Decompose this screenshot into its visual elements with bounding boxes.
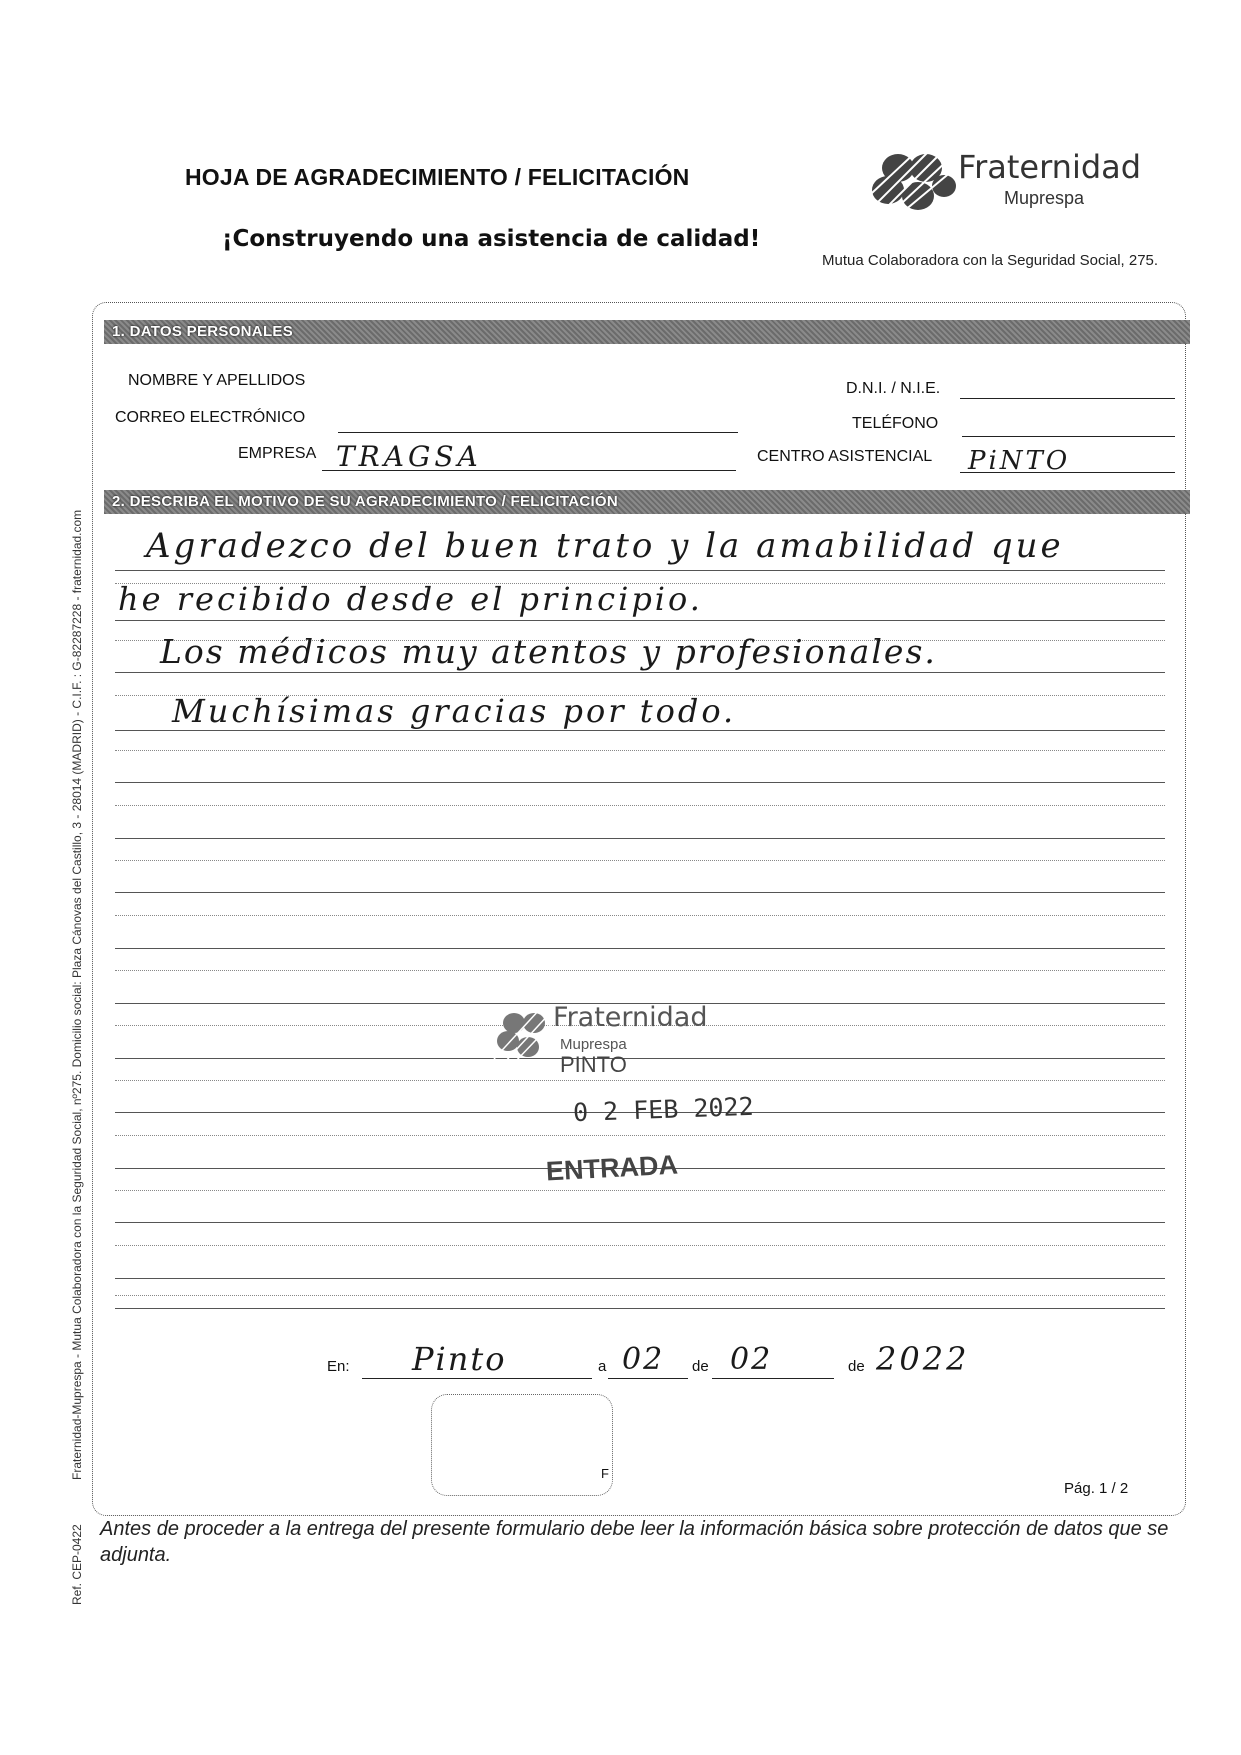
mutua-caption: Mutua Colaboradora con la Seguridad Social, 275.	[822, 252, 1159, 269]
privacy-note: Antes de proceder a la entrega del presente formulario debe leer la información básica sobre protección de datos que se adjunta.	[100, 1518, 1169, 1566]
writing-line	[115, 750, 1165, 751]
writing-line	[115, 782, 1165, 783]
writing-line	[115, 915, 1165, 916]
writing-line	[115, 860, 1165, 861]
a-label: a	[598, 1358, 607, 1375]
signature-box[interactable]	[431, 1394, 613, 1496]
message-line: Los médicos muy atentos y profesionales.	[160, 632, 937, 671]
message-line: Agradezco del buen trato y la amabilidad que	[146, 526, 1064, 566]
stamp-city: PINTO	[560, 1052, 627, 1077]
place-field[interactable]	[362, 1378, 592, 1379]
en-label: En:	[327, 1358, 350, 1375]
writing-line	[115, 620, 1165, 621]
stamp-date: 0 2 FEB 2022	[572, 1091, 755, 1128]
form-title: HOJA DE AGRADECIMIENTO / FELICITACIÓN	[185, 164, 690, 190]
brand-name: Fraternidad	[958, 148, 1142, 186]
year-value: 2022	[876, 1340, 970, 1378]
writing-line	[115, 1058, 1165, 1059]
brand-subname: Muprespa	[1004, 188, 1085, 208]
stamp-entrada: ENTRADA	[545, 1149, 679, 1187]
stamp-subbrand: Muprespa	[560, 1036, 627, 1053]
month-field[interactable]	[712, 1378, 834, 1379]
month-value: 02	[730, 1342, 773, 1377]
writing-line	[115, 1222, 1165, 1223]
writing-line	[115, 730, 1165, 731]
writing-line	[115, 970, 1165, 971]
form-frame	[92, 302, 1186, 1516]
section2-heading: 2. DESCRIBA EL MOTIVO DE SU AGRADECIMIENTO / FELICITACIÓN	[104, 490, 1190, 514]
stamp-logo-icon	[490, 1007, 560, 1063]
empresa-value: TRAGSA	[336, 440, 482, 473]
legal-sidebar: Fraternidad-Muprespa - Mutua Colaboradora con la Seguridad Social, nº275. Domicilio social: Plaza Cánovas del Castillo, 3 - 28014 (MADRID) - C.I.F. : G-82287228 - fraternidad.com	[70, 509, 84, 1480]
stamp-brand: Fraternidad	[553, 1002, 708, 1033]
writing-line	[115, 1190, 1165, 1191]
section1-heading: 1. DATOS PERSONALES	[104, 320, 1190, 344]
writing-line	[115, 1245, 1165, 1246]
writing-line	[115, 672, 1165, 673]
dni-field[interactable]	[960, 398, 1175, 399]
writing-line	[115, 805, 1165, 806]
empresa-label: EMPRESA	[238, 445, 317, 462]
writing-line	[115, 1295, 1165, 1296]
writing-line	[115, 892, 1165, 893]
page-number: Pág. 1 / 2	[1064, 1480, 1129, 1497]
centro-value: PiNTO	[968, 446, 1071, 476]
firma-label: F	[601, 1466, 609, 1481]
dni-label: D.N.I. / N.I.E.	[846, 380, 941, 397]
writing-line	[115, 1135, 1165, 1136]
writing-line	[115, 1278, 1165, 1279]
correo-label: CORREO ELECTRÓNICO	[115, 409, 306, 426]
nombre-label: NOMBRE Y APELLIDOS	[128, 372, 306, 389]
form-subtitle: ¡Construyendo una asistencia de calidad!	[222, 226, 761, 252]
correo-field[interactable]	[338, 432, 738, 433]
place-value: Pinto	[412, 1340, 507, 1378]
telefono-label: TELÉFONO	[852, 415, 939, 432]
de-label: de	[848, 1358, 865, 1375]
writing-line	[115, 1080, 1165, 1081]
writing-line	[115, 838, 1165, 839]
centro-label: CENTRO ASISTENCIAL	[757, 448, 933, 465]
writing-line	[115, 570, 1165, 571]
telefono-field[interactable]	[962, 436, 1175, 437]
writing-line	[115, 948, 1165, 949]
de-label: de	[692, 1358, 709, 1375]
message-line: Muchísimas gracias por todo.	[172, 692, 737, 730]
day-value: 02	[622, 1342, 665, 1377]
reference-code: Ref. CEP-0422	[70, 1524, 84, 1605]
day-field[interactable]	[608, 1378, 688, 1379]
message-line: he recibido desde el principio.	[118, 580, 703, 618]
writing-line	[115, 1308, 1165, 1309]
